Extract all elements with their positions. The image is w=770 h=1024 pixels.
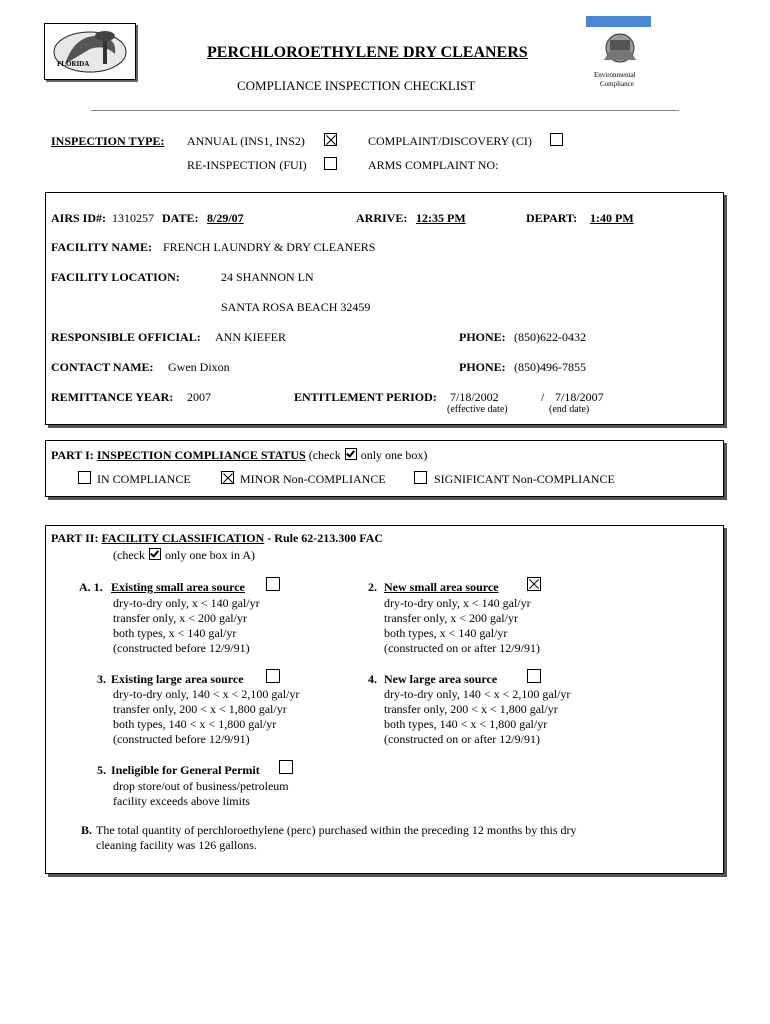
arrive-label: ARRIVE:: [356, 211, 408, 225]
official-label: RESPONSIBLE OFFICIAL:: [51, 330, 201, 344]
item-b-label: B.: [81, 823, 93, 837]
facility-location-label: FACILITY LOCATION:: [51, 270, 180, 284]
contact-value: Gwen Dixon: [168, 360, 230, 374]
facility-name-label: FACILITY NAME:: [51, 240, 152, 254]
inspection-type-label: INSPECTION TYPE:: [51, 134, 165, 148]
end-date-note: (end date): [549, 404, 590, 415]
phone-label-2: PHONE:: [459, 360, 506, 374]
item-5-number: 5.: [97, 763, 106, 777]
facility-address-2: SANTA ROSA BEACH 32459: [221, 300, 371, 314]
annual-checkbox[interactable]: [324, 133, 337, 146]
arms-complaint-label: ARMS COMPLAINT NO:: [368, 158, 499, 172]
item-4-line-2: transfer only, 200 < x < 1,800 gal/yr: [384, 702, 558, 716]
part2-heading: [51, 532, 383, 544]
item-3-line-3: both types, 140 < x < 1,800 gal/yr: [113, 717, 277, 731]
in-compliance-checkbox[interactable]: [78, 471, 91, 484]
item-b-text-1: The total quantity of perchloroethylene (perc) purchased within the preceding 12 months by this dry: [96, 823, 577, 837]
item-3-line-4: (constructed before 12/9/91): [113, 732, 250, 746]
logo-text: FLORIDA: [57, 60, 90, 68]
item-4-line-1: dry-to-dry only, 140 < x < 2,100 gal/yr: [384, 687, 571, 701]
part2-title: FACILITY CLASSIFICATION: [101, 531, 265, 545]
item-2-line-2: transfer only, x < 200 gal/yr: [384, 611, 518, 625]
depart-label: DEPART:: [526, 211, 578, 225]
phone-value-2: (850)496-7855: [514, 360, 586, 374]
part2-rule: - Rule 62-213.300 FAC: [267, 531, 384, 545]
date-value: 8/29/07: [207, 211, 244, 225]
significant-noncompliance-label: SIGNIFICANT Non-COMPLIANCE: [434, 472, 615, 486]
remittance-value: 2007: [187, 390, 211, 404]
reinspection-checkbox[interactable]: [324, 157, 337, 170]
item-4-number: 4.: [368, 672, 377, 686]
item-2-line-1: dry-to-dry only, x < 140 gal/yr: [384, 596, 531, 610]
phone-value-1: (850)622-0432: [514, 330, 586, 344]
item-1-number: A. 1.: [79, 580, 103, 594]
item-1-checkbox[interactable]: [266, 577, 280, 591]
item-4-line-4: (constructed on or after 12/9/91): [384, 732, 540, 746]
item-2-line-4: (constructed on or after 12/9/91): [384, 641, 540, 655]
item-4-title: New large area source: [384, 672, 498, 686]
logo-caption-1: Environmental: [594, 71, 636, 79]
significant-noncompliance-checkbox[interactable]: [414, 471, 427, 484]
page-title: PERCHLOROETHYLENE DRY CLEANERS: [207, 44, 528, 61]
item-3-title: Existing large area source: [111, 672, 244, 686]
reinspection-label: RE-INSPECTION (FUI): [187, 158, 307, 172]
item-3-line-1: dry-to-dry only, 140 < x < 2,100 gal/yr: [113, 687, 300, 701]
date-label: DATE:: [162, 211, 199, 225]
checkmark-icon: [149, 548, 161, 560]
item-3-line-2: transfer only, 200 < x < 1,800 gal/yr: [113, 702, 287, 716]
page-subtitle: COMPLIANCE INSPECTION CHECKLIST: [237, 78, 476, 93]
header-divider: [91, 110, 679, 111]
blue-bar: [586, 16, 651, 27]
minor-noncompliance-checkbox[interactable]: [221, 471, 234, 484]
item-5-line-2: facility exceeds above limits: [113, 794, 250, 808]
in-compliance-label: IN COMPLIANCE: [97, 472, 191, 486]
item-3-checkbox[interactable]: [266, 669, 280, 683]
facility-address-1: 24 SHANNON LN: [221, 270, 314, 284]
entitlement-start: 7/18/2002: [450, 390, 499, 404]
arrive-value: 12:35 PM: [416, 211, 466, 225]
item-3-number: 3.: [97, 672, 106, 686]
facility-name-value: FRENCH LAUNDRY & DRY CLEANERS: [163, 240, 376, 254]
airs-value: 1310257: [112, 211, 154, 225]
complaint-label: COMPLAINT/DISCOVERY (CI): [368, 134, 532, 148]
item-1-line-1: dry-to-dry only, x < 140 gal/yr: [113, 596, 260, 610]
item-5-line-1: drop store/out of business/petroleum: [113, 779, 289, 793]
item-2-title: New small area source: [384, 580, 499, 594]
item-4-line-3: both types, 140 < x < 1,800 gal/yr: [384, 717, 548, 731]
effective-date-note: (effective date): [447, 404, 508, 415]
part2-check-instruction: [113, 548, 255, 561]
official-value: ANN KIEFER: [215, 330, 286, 344]
part1-heading: [51, 448, 427, 461]
depart-value: 1:40 PM: [590, 211, 634, 225]
item-1-title: Existing small area source: [111, 580, 245, 594]
part1-check-pre: (check: [308, 448, 341, 462]
part1-title: INSPECTION COMPLIANCE STATUS: [96, 448, 306, 462]
contact-label: CONTACT NAME:: [51, 360, 154, 374]
part2-check-pre: (check: [113, 548, 145, 562]
item-1-line-4: (constructed before 12/9/91): [113, 641, 250, 655]
florida-logo: [44, 23, 136, 80]
part1-label: PART I:: [51, 448, 94, 462]
logo-caption-2: Compliance: [600, 80, 634, 88]
entitlement-label: ENTITLEMENT PERIOD:: [294, 390, 437, 404]
item-2-number: 2.: [368, 580, 377, 594]
minor-noncompliance-label: MINOR Non-COMPLIANCE: [240, 472, 386, 486]
airs-label: AIRS ID#:: [51, 211, 107, 225]
entitlement-sep: /: [541, 390, 545, 404]
item-4-checkbox[interactable]: [527, 669, 541, 683]
env-compliance-logo: [594, 30, 650, 92]
item-1-line-3: both types, x < 140 gal/yr: [113, 626, 237, 640]
part2-label: PART II:: [51, 531, 99, 545]
item-2-checkbox[interactable]: [527, 577, 541, 591]
phone-label-1: PHONE:: [459, 330, 506, 344]
item-5-title: Ineligible for General Permit: [111, 763, 260, 777]
annual-label: ANNUAL (INS1, INS2): [187, 134, 305, 148]
item-5-checkbox[interactable]: [279, 760, 293, 774]
entitlement-end: 7/18/2007: [555, 390, 604, 404]
item-1-line-2: transfer only, x < 200 gal/yr: [113, 611, 247, 625]
part1-check-post: only one box): [360, 448, 428, 462]
checkmark-icon: [345, 448, 357, 460]
part2-check-post: only one box in A): [164, 548, 255, 562]
remittance-label: REMITTANCE YEAR:: [51, 390, 174, 404]
item-2-line-3: both types, x < 140 gal/yr: [384, 626, 508, 640]
complaint-checkbox[interactable]: [550, 133, 563, 146]
item-b-text-2: cleaning facility was 126 gallons.: [96, 838, 257, 852]
